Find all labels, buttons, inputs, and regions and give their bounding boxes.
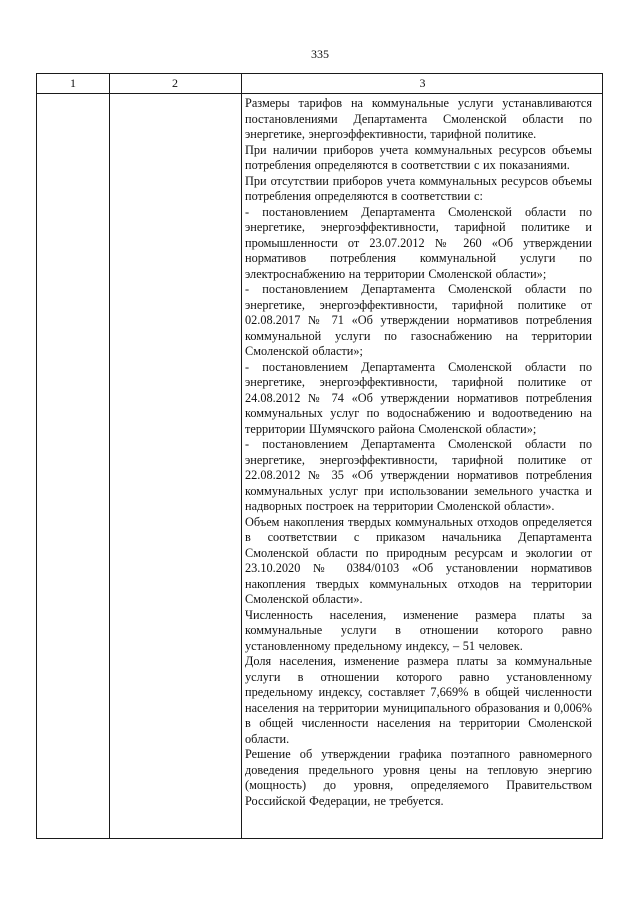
- paragraph-meters-absent: При отсутствии приборов учета коммунальных ресурсов объемы потребления определяются в соответствии с:: [245, 173, 592, 203]
- column-divider-1: [109, 74, 110, 838]
- page-number: 335: [311, 47, 329, 61]
- paragraph-heat-price-decision: Решение об утверждении графика поэтапного равномерного доведения предельного уровня цены на тепловую энергию (мощность) до уровня, определяемого Правительством Российской Федерации, не требуется.: [245, 747, 592, 808]
- paragraph-meters-present: При наличии приборов учета коммунальных ресурсов объемы потребления определяются в соответствии с их показаниями.: [245, 142, 592, 172]
- document-table: [36, 73, 603, 839]
- column-divider-2: [241, 74, 242, 838]
- paragraph-resolution-water: - постановлением Департамента Смоленской области по энергетике, энергоэффективности, тарифной политике от 24.08.2012 № 74 «Об утверждении нормативов потребления коммунальных услуг по водоснабжению и водоотведению на территории Шумячского района Смоленской области»;: [245, 359, 592, 436]
- header-cell-col1: 1: [70, 76, 76, 90]
- paragraph-population-share: Доля населения, изменение размера платы за коммунальные услуги в отношении которого равно установленному предельному индексу, составляет 7,669% в общей численности населения на территории муниципального образования и 0,006% в общей численности населения на территории Смоленской области.: [245, 654, 592, 746]
- table-cell-col3: [245, 96, 592, 809]
- paragraph-resolution-electricity: - постановлением Департамента Смоленской области по энергетике, энергоэффективности, тарифной политике и промышленности от 23.07.2012 № 260 «Об утверждении нормативов потребления коммунальной услуги по электроснабжению на территории Смоленской области»;: [245, 204, 592, 281]
- paragraph-resolution-land: - постановлением Департамента Смоленской области по энергетике, энергоэффективности, тарифной политике от 22.08.2012 № 35 «Об утверждении нормативов потребления коммунальных услуг при использовании земельного участка и надворных построек на территории Смоленской области».: [245, 437, 592, 513]
- paragraph-population-count: Численность населения, изменение размера платы за коммунальные услуги в отношении которого равно установленному предельному индексу, – 51 человек.: [245, 607, 592, 653]
- paragraph-tariffs: Размеры тарифов на коммунальные услуги устанавливаются постановлениями Департамента Смоленской области по энергетике, энергоэффективности, тарифной политике.: [245, 96, 592, 141]
- table-header-row: [37, 74, 602, 94]
- header-cell-col2: 2: [172, 76, 178, 90]
- paragraph-resolution-gas: - постановлением Департамента Смоленской области по энергетике, энергоэффективности, тарифной политике от 02.08.2017 № 71 «Об утверждении нормативов потребления коммунальной услуги по газоснабжению на территории Смоленской области»;: [245, 282, 592, 358]
- paragraph-waste-volume: Объем накопления твердых коммунальных отходов определяется в соответствии с приказом начальника Департамента Смоленской области по природным ресурсам и экологии от 23.10.2020 № 0384/0103 «Об установлении нормативов накопления твердых коммунальных отходов на территории Смоленской области».: [245, 514, 592, 606]
- header-cell-col3: 3: [419, 76, 426, 90]
